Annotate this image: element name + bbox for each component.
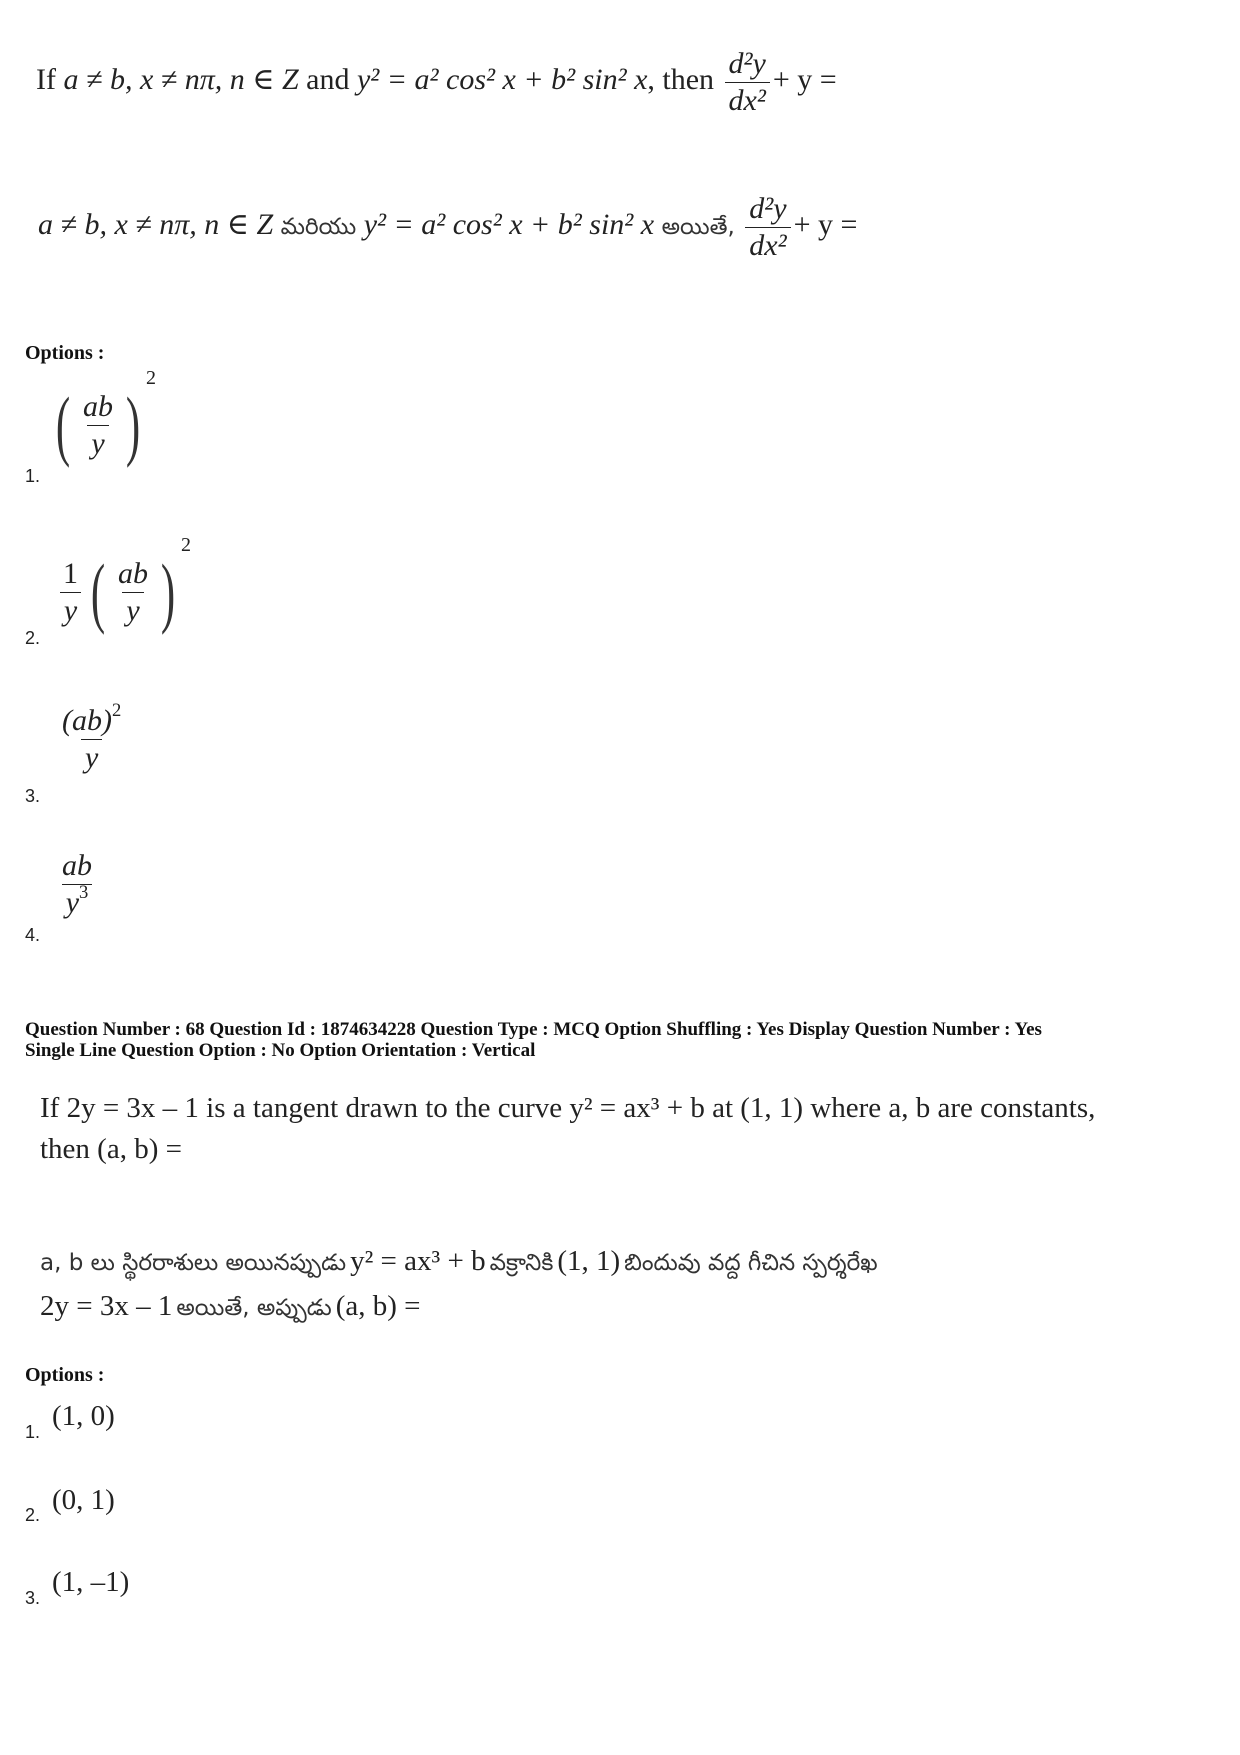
q68-telugu-line-2 xyxy=(40,1290,421,1327)
q67-telugu-equation: y² = a² cos² x + b² sin² x xyxy=(363,207,655,241)
q67-option-2-number: 2. xyxy=(25,628,41,648)
q68-telugu-point: (1, 1) xyxy=(557,1245,621,1277)
q68-meta-line-2: Single Line Question Option : No Option Orientation : Vertical xyxy=(25,1040,536,1061)
q67-option-1-number: 1. xyxy=(25,466,41,486)
q67-if-word: If xyxy=(36,62,56,96)
q67-telugu-then-word: అయితే, xyxy=(661,213,735,240)
q68-telugu-curve-word: వక్రానికి xyxy=(489,1250,554,1276)
q67-equation: y² = a² cos² x + b² sin² x xyxy=(356,62,648,96)
q67-options-label: Options : xyxy=(25,342,105,364)
q67-derivative-numerator: d²y xyxy=(728,47,766,80)
q67-option-4[interactable]: $\frac{ab}{y^3}$ xyxy=(62,849,92,919)
q67-telugu-second-derivative: $\frac{\text{d²y}}{\text{dx²}}$ xyxy=(745,193,790,261)
q67-telugu-plus-y: + y = xyxy=(793,207,858,241)
q68-telugu-curve-eq: y² = ax³ + b xyxy=(350,1245,486,1277)
q67-telugu-and-word: మరియు xyxy=(280,213,357,240)
q67-and-word: and xyxy=(306,62,350,96)
q67-plus-y: + y = xyxy=(772,62,837,96)
q68-options-label: Options : xyxy=(25,1364,105,1386)
q68-option-1[interactable]: (1, 0) xyxy=(52,1400,115,1432)
q68-telugu-then-text: అయితే, అప్పుడు xyxy=(176,1295,332,1321)
q68-telugu-tangent-text: బిందువు వద్ద గీచిన స్పర్శరేఖ xyxy=(624,1250,878,1276)
q67-english-statement xyxy=(36,48,837,116)
q68-option-3-number: 3. xyxy=(25,1588,41,1608)
q68-meta-line-1: Question Number : 68 Question Id : 1874634228 Question Type : MCQ Option Shuffling : Yes Display Question Number : Yes xyxy=(25,1019,1042,1040)
q68-telugu-line-1 xyxy=(40,1245,878,1282)
q67-option-1[interactable]: ( $\frac{ab}{y}$ )$^2$ xyxy=(55,367,156,469)
q68-option-3[interactable]: (1, –1) xyxy=(52,1566,130,1598)
q67-option-4-number: 4. xyxy=(25,925,41,945)
q68-english-line-1: If 2y = 3x – 1 is a tangent drawn to the curve y² = ax³ + b at (1, 1) where a, b are constants, xyxy=(40,1092,1096,1124)
q67-derivative-denominator: dx² xyxy=(725,82,770,117)
q67-telugu-condition: a ≠ b, x ≠ nπ, n ∈ Z xyxy=(38,207,274,241)
q68-option-2-number: 2. xyxy=(25,1505,41,1525)
q67-telugu-statement xyxy=(38,193,857,261)
q68-telugu-answer-tail: (a, b) = xyxy=(335,1290,421,1322)
q68-telugu-constants-text: a, b లు స్థిరరాశులు అయినప్పుడు xyxy=(40,1250,347,1276)
q68-option-1-number: 1. xyxy=(25,1422,41,1442)
q67-condition: a ≠ b, x ≠ nπ, n ∈ Z xyxy=(63,62,299,96)
q68-telugu-tangent-eq: 2y = 3x – 1 xyxy=(40,1290,173,1322)
q67-option-3-number: 3. xyxy=(25,786,41,806)
q68-english-line-2: then (a, b) = xyxy=(40,1133,182,1165)
q67-then-word: , then xyxy=(647,62,715,96)
q67-second-derivative xyxy=(725,48,770,116)
q67-option-2[interactable]: $\frac{1}{y}$ ( $\frac{ab}{y}$ )$^2$ xyxy=(56,545,191,631)
q67-option-3[interactable]: $\frac{(ab)^2}{y}$ xyxy=(62,700,122,774)
q68-option-2[interactable]: (0, 1) xyxy=(52,1484,115,1516)
